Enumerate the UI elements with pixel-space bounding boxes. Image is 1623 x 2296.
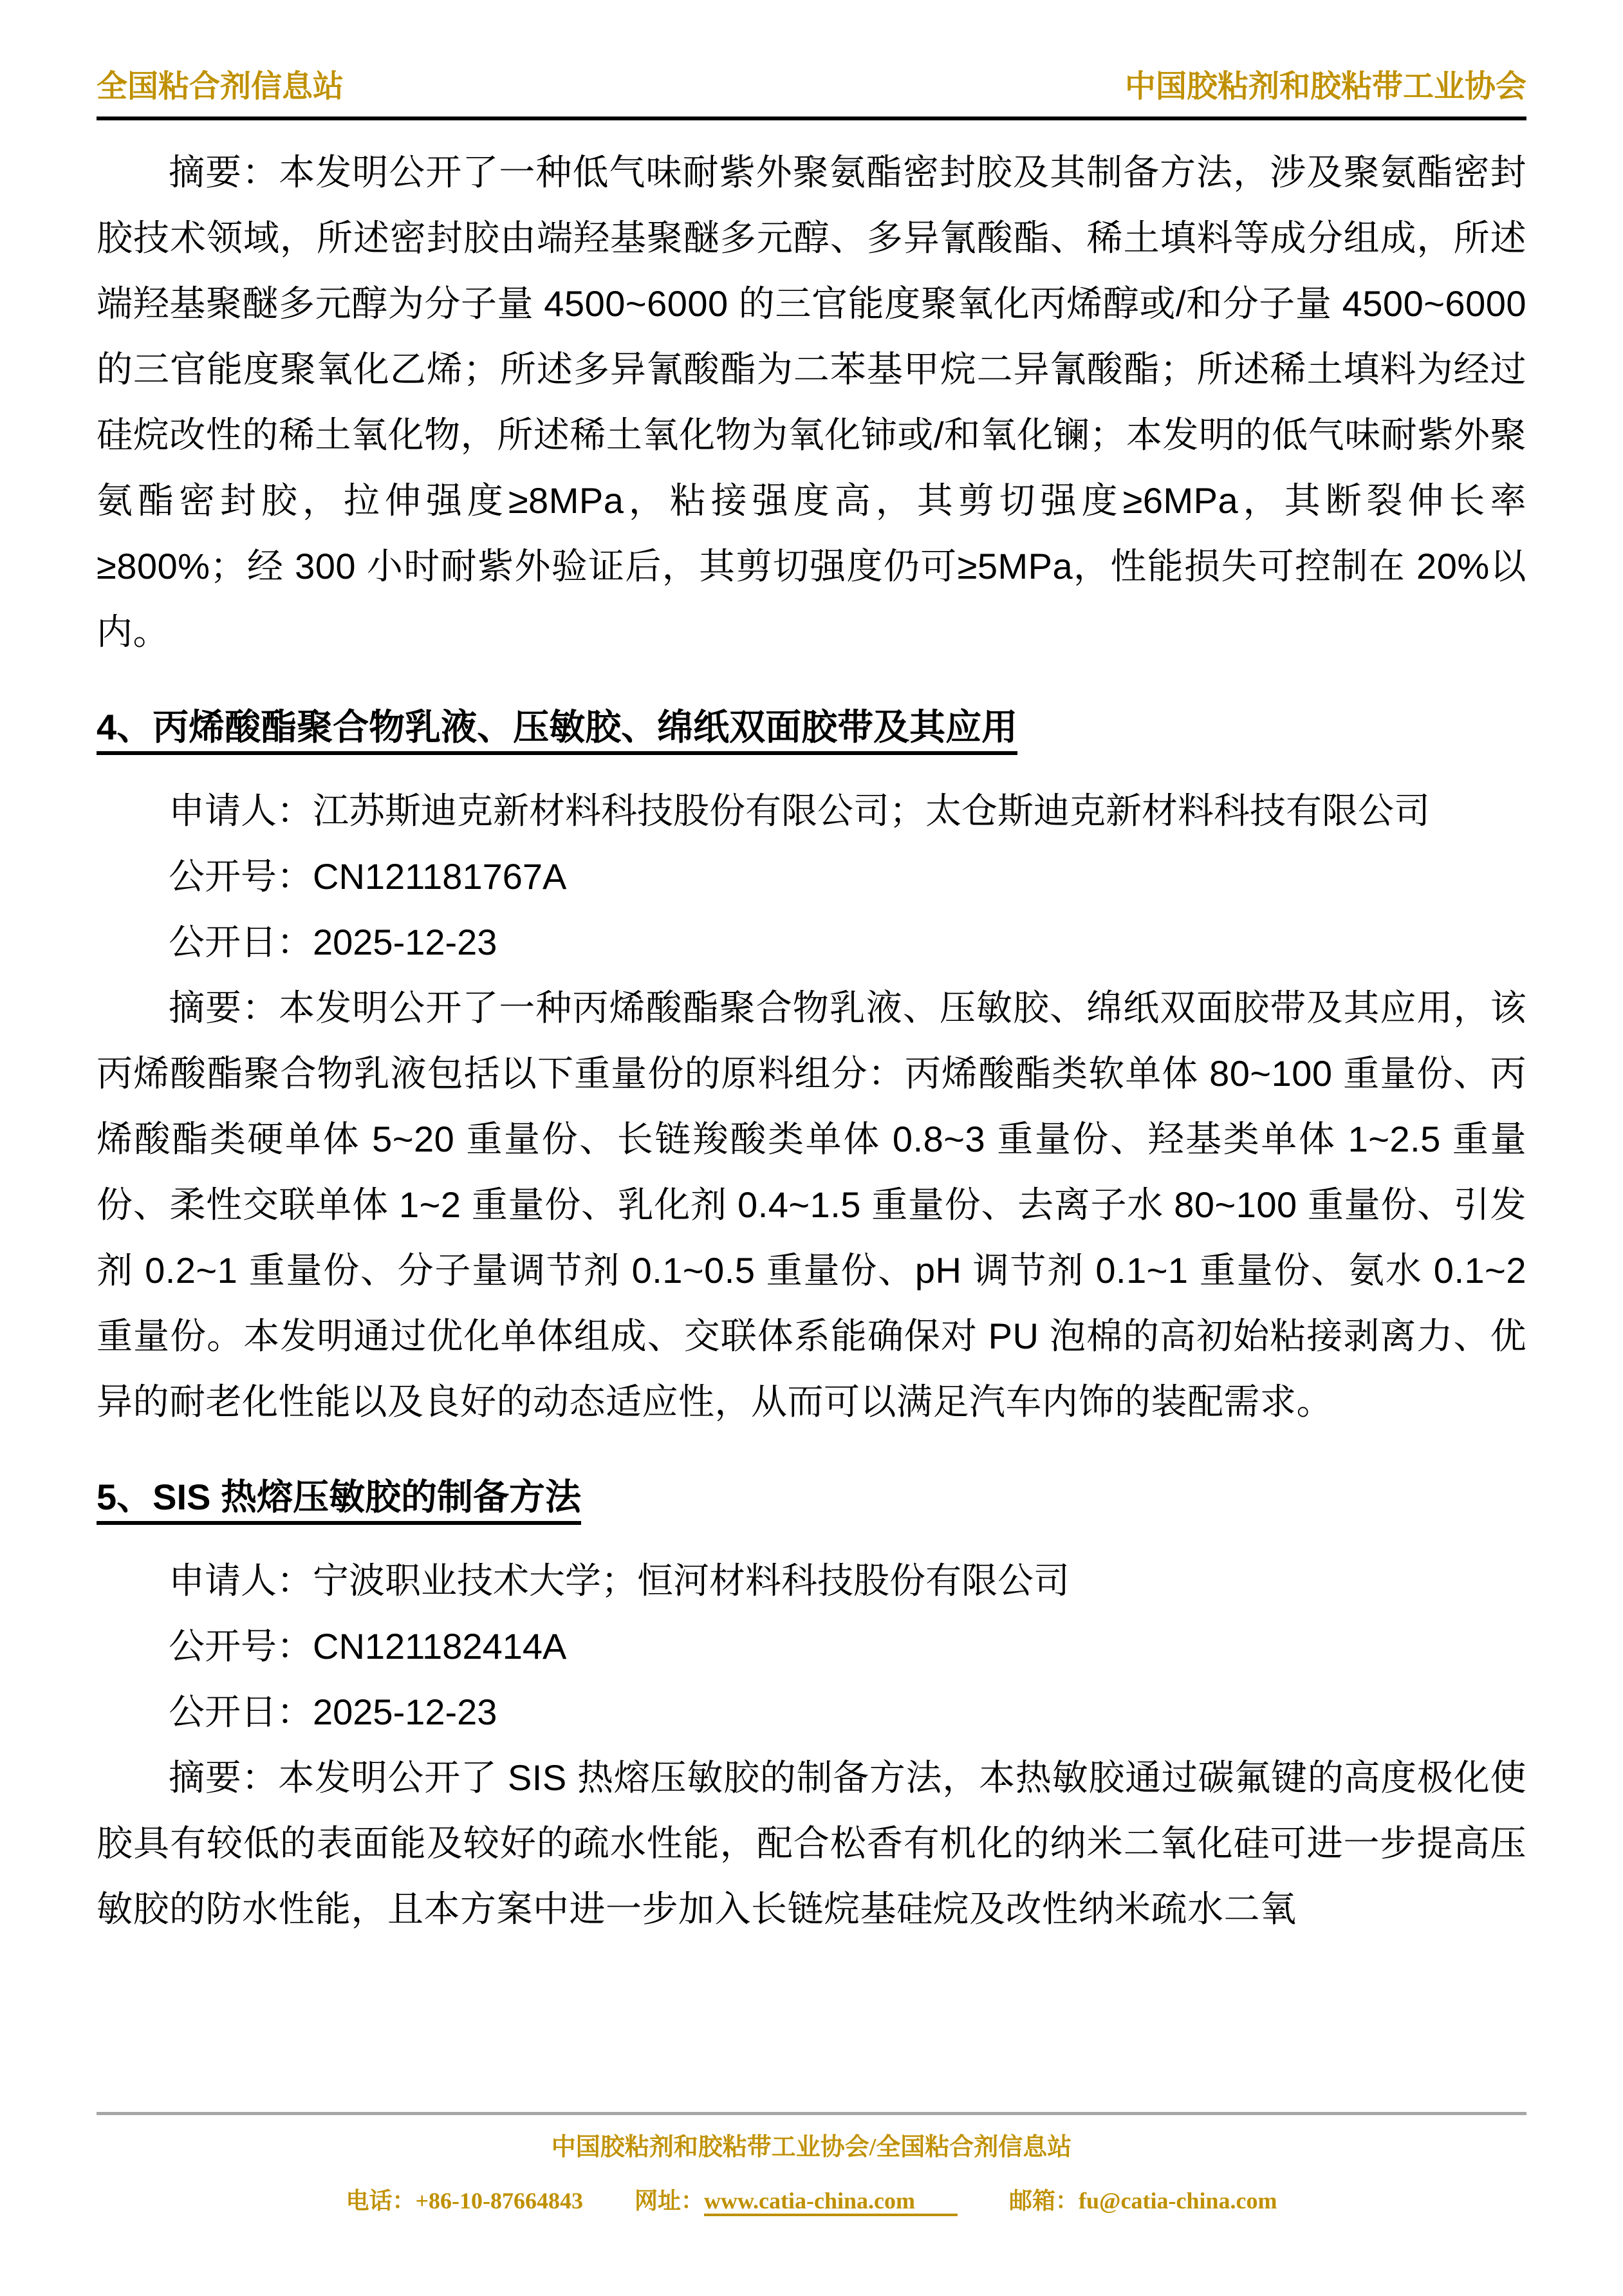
entry-4-title — [97, 695, 1526, 760]
entry-5-pub-number: 公开号：CN121182414A — [169, 1626, 567, 1666]
entry-5-title — [97, 1464, 1526, 1530]
entry-5-title-text: 5、SIS 热熔压敏胶的制备方法 — [97, 1477, 581, 1525]
footer-email-label: 邮箱： — [1009, 2188, 1079, 2214]
footer-divider — [97, 2112, 1526, 2115]
entry-4-applicant: 申请人：江苏斯迪克新材料科技股份有限公司；太仓斯迪克新材料科技有限公司 — [169, 790, 1430, 831]
footer-web-label: 网址： — [635, 2188, 705, 2214]
entry-5-applicant: 申请人：宁波职业技术大学；恒河材料科技股份有限公司 — [169, 1560, 1070, 1601]
footer-email-value: fu@catia-china.com — [1079, 2188, 1277, 2214]
patent-entry-5 — [97, 1464, 1526, 1942]
page-header — [97, 68, 1526, 120]
footer-org-line: 中国胶粘剂和胶粘带工业协会/全国粘合剂信息站 — [551, 2134, 1072, 2161]
footer-phone-label: 电话： — [346, 2188, 416, 2214]
header-left-title: 全国粘合剂信息站 — [97, 70, 344, 104]
entry-5-pub-date: 公开日：2025-12-23 — [169, 1692, 497, 1732]
entry-4-title-text: 4、丙烯酸酯聚合物乳液、压敏胶、绵纸双面胶带及其应用 — [97, 707, 1017, 755]
header-right-title: 中国胶粘剂和胶粘带工业协会 — [1124, 70, 1526, 104]
header-title-row — [97, 68, 1526, 106]
header-divider — [97, 117, 1526, 120]
document-body — [97, 140, 1526, 2112]
footer-website-link[interactable]: www.catia-china.com — [704, 2188, 958, 2216]
entry-4-pub-date: 公开日：2025-12-23 — [169, 922, 497, 962]
entry-4-abstract: 摘要：本发明公开了一种丙烯酸酯聚合物乳液、压敏胶、绵纸双面胶带及其应用，该丙烯酸酯聚合物乳液包括以下重量份的原料组分：丙烯酸酯类软单体 80~100 重量份、丙烯酸酯类硬单体 5~20 重量份、长链羧酸类单体 0.8~3 重量份、羟基类单体 1~2.5 重量份、柔性交联单体 1~2 重量份、乳化剂 0.4~1.5 重量份、去离子水 80~100 重量份、引发剂 0.2~1 重量份、分子量调节剂 0.1~0.5 重量份、pH 调节剂 0.1~1 重量份、氨水 0.1~2 重量份。本发明通过优化单体组成、交联体系能确保对 PU 泡棉的高初始粘接剥离力、优异的耐老化性能以及良好的动态适应性，从而可以满足汽车内饰的装配需求。 — [97, 987, 1526, 1422]
footer-phone-value: +86-10-87664843 — [415, 2188, 584, 2214]
patent-entry-4 — [97, 695, 1526, 1435]
carryover-abstract-paragraph: 摘要：本发明公开了一种低气味耐紫外聚氨酯密封胶及其制备方法，涉及聚氨酯密封胶技术领域，所述密封胶由端羟基聚醚多元醇、多异氰酸酯、稀土填料等成分组成，所述端羟基聚醚多元醇为分子量 4500~6000 的三官能度聚氧化丙烯醇或/和分子量 4500~6000 的三官能度聚氧化乙烯；所述多异氰酸酯为二苯基甲烷二异氰酸酯；所述稀土填料为经过硅烷改性的稀土氧化物，所述稀土氧化物为氧化铈或/和氧化镧；本发明的低气味耐紫外聚氨酯密封胶，拉伸强度≥8MPa，粘接强度高，其剪切强度≥6MPa，其断裂伸长率≥800%；经 300 小时耐紫外验证后，其剪切强度仍可≥5MPa，性能损失可控制在 20%以内。 — [97, 152, 1526, 652]
entry-5-abstract: 摘要：本发明公开了 SIS 热熔压敏胶的制备方法，本热敏胶通过碳氟键的高度极化使胶具有较低的表面能及较好的疏水性能，配合松香有机化的纳米二氧化硅可进一步提高压敏胶的防水性能，且本方案中进一步加入长链烷基硅烷及改性纳米疏水二氧 — [97, 1757, 1526, 1929]
entry-4-pub-number: 公开号：CN121181767A — [169, 856, 567, 897]
page-footer — [97, 2112, 1526, 2296]
footer-contact-line — [97, 2186, 1526, 2216]
